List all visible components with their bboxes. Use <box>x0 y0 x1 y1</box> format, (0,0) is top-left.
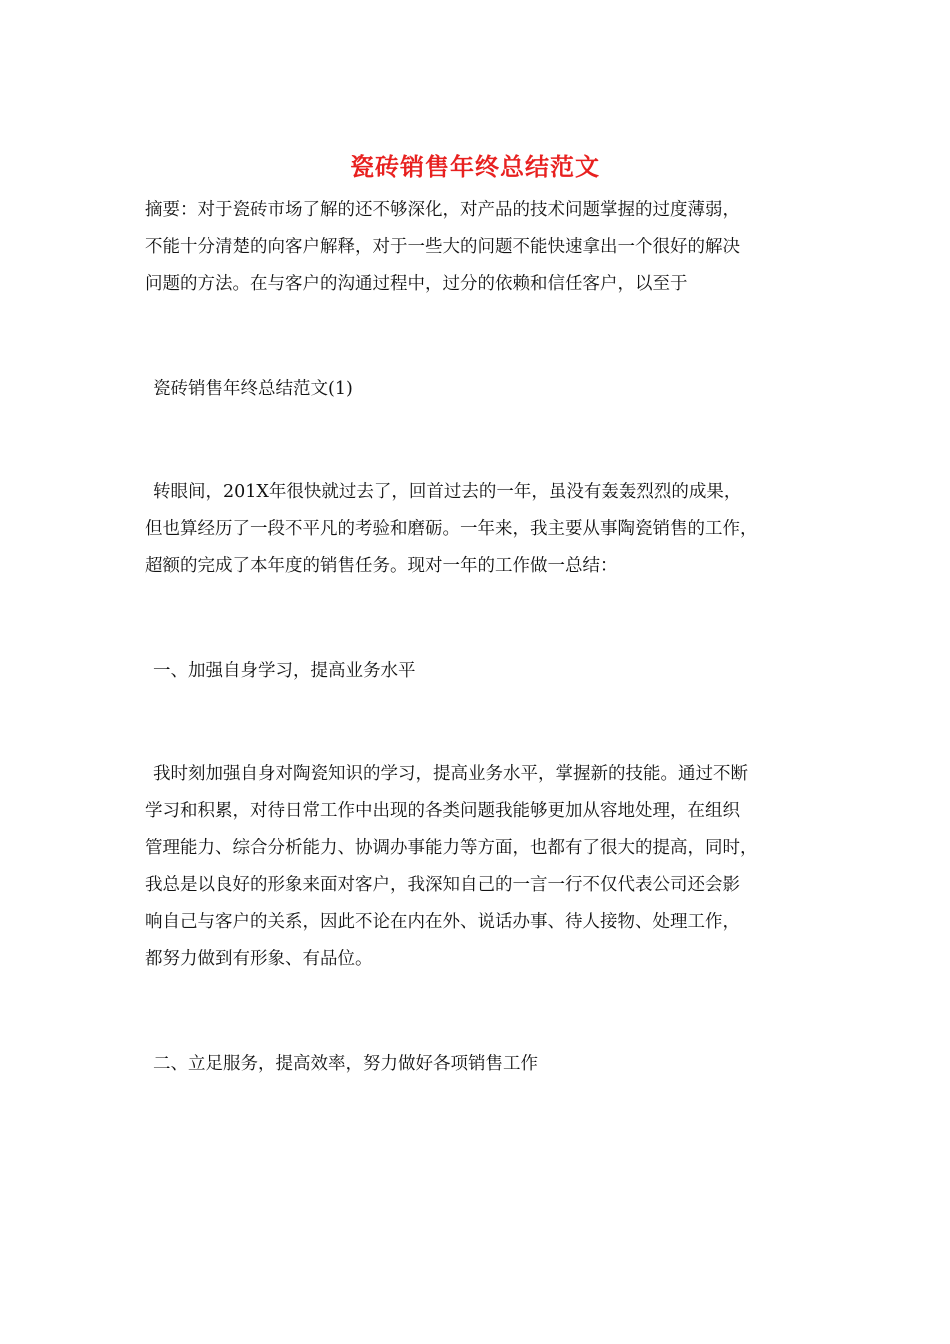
section1-line: 学习和积累，对待日常工作中出现的各类问题我能够更加从容地处理，在组织 <box>145 801 740 821</box>
section1-paragraph <box>145 756 815 978</box>
intro-line: 超额的完成了本年度的销售任务。现对一年的工作做一总结： <box>145 556 618 576</box>
document-title: 瓷砖销售年终总结范文 <box>350 152 600 181</box>
intro-paragraph <box>145 474 815 585</box>
section2-heading-text: 二、立足服务，提高效率，努力做好各项销售工作 <box>153 1054 538 1074</box>
abstract-line: 摘要：对于瓷砖市场了解的还不够深化，对产品的技术问题掌握的过度薄弱， <box>145 200 740 220</box>
intro-line: 转眼间，201X年很快就过去了，回首过去的一年，虽没有轰轰烈烈的成果， <box>153 482 742 502</box>
section1-heading-text: 一、加强自身学习，提高业务水平 <box>153 661 416 681</box>
section2-heading <box>145 1046 823 1083</box>
abstract-line: 不能十分清楚的向客户解释，对于一些大的问题不能快速拿出一个很好的解决 <box>145 237 740 257</box>
section1-line: 我时刻加强自身对陶瓷知识的学习，提高业务水平，掌握新的技能。通过不断 <box>153 764 748 784</box>
section1-line: 响自己与客户的关系，因此不论在内在外、说话办事、待人接物、处理工作， <box>145 912 740 932</box>
intro-line: 但也算经历了一段不平凡的考验和磨砺。一年来，我主要从事陶瓷销售的工作， <box>145 519 758 539</box>
subtitle <box>145 371 823 408</box>
section1-heading <box>145 653 823 690</box>
abstract-line: 问题的方法。在与客户的沟通过程中，过分的依赖和信任客户，以至于 <box>145 274 688 294</box>
section1-line: 我总是以良好的形象来面对客户，我深知自己的一言一行不仅代表公司还会影 <box>145 875 740 895</box>
subtitle-text: 瓷砖销售年终总结范文(1) <box>153 379 353 399</box>
section1-line: 都努力做到有形象、有品位。 <box>145 949 373 969</box>
abstract-paragraph <box>145 192 815 303</box>
section1-line: 管理能力、综合分析能力、协调办事能力等方面，也都有了很大的提高，同时， <box>145 838 758 858</box>
